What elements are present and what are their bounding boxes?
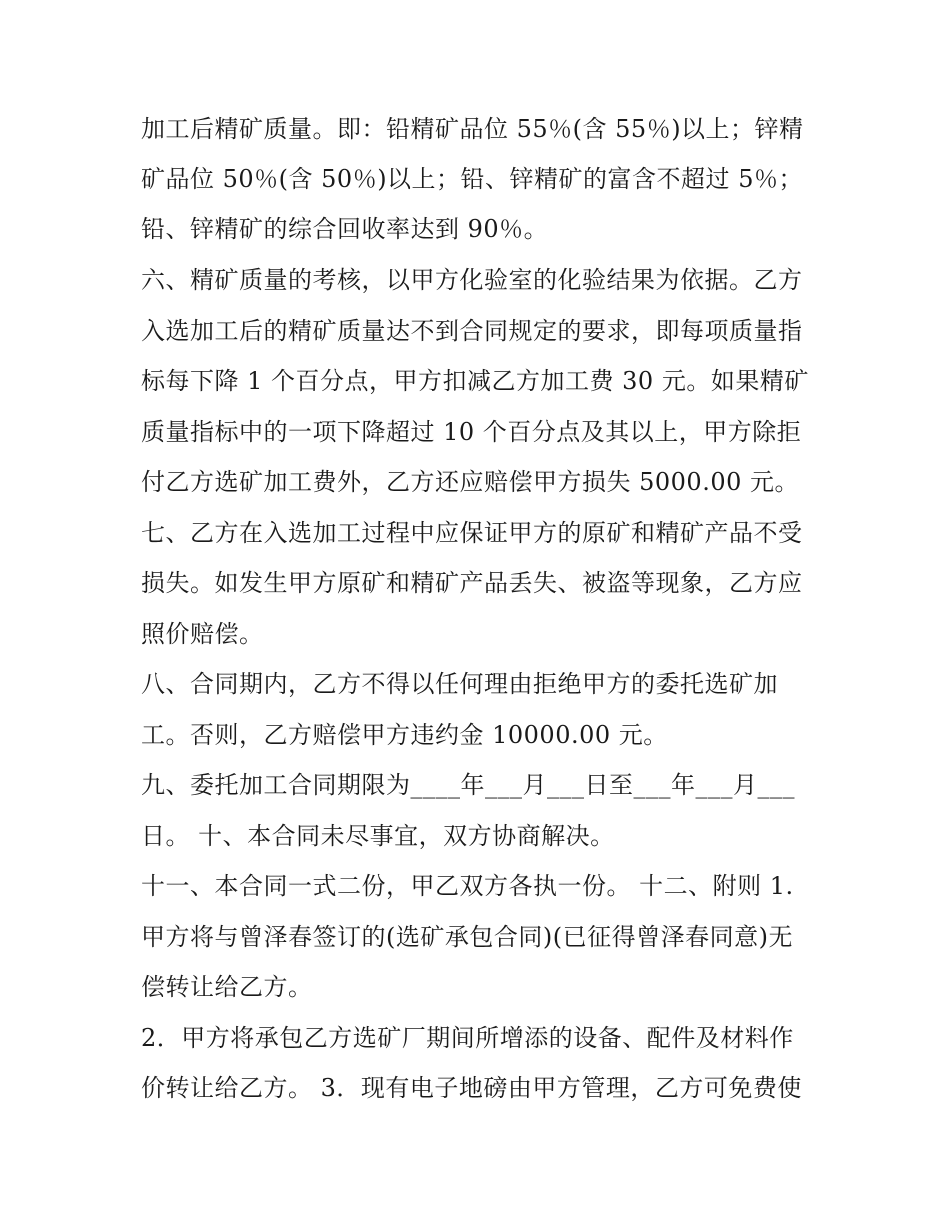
- text-line: 九、委托加工合同期限为____年___月___日至___年___月___: [141, 771, 795, 799]
- text-line: 甲方将与曾泽春签订的(选矿承包合同)(已征得曾泽春同意)无: [141, 923, 793, 951]
- text-line: 七、乙方在入选加工过程中应保证甲方的原矿和精矿产品不受: [141, 519, 803, 547]
- text-line: 2．甲方将承包乙方选矿厂期间所增添的设备、配件及材料作: [141, 1024, 794, 1052]
- text-line: 偿转让给乙方。: [141, 973, 313, 1001]
- text-line: 工。否则，乙方赔偿甲方违约金 10000.00 元。: [141, 721, 668, 749]
- text-line: 加工后精矿质量。即：铅精矿品位 55％(含 55％)以上；锌精: [141, 115, 804, 143]
- text-line: 价转让给乙方。 3．现有电子地磅由甲方管理，乙方可免费使: [141, 1074, 802, 1102]
- text-line: 六、精矿质量的考核，以甲方化验室的化验结果为依据。乙方: [141, 266, 803, 294]
- text-line: 付乙方选矿加工费外，乙方还应赔偿甲方损失 5000.00 元。: [141, 468, 800, 496]
- text-line: 铅、锌精矿的综合回收率达到 90％。: [141, 215, 549, 243]
- text-line: 照价赔偿。: [141, 620, 264, 648]
- text-line: 矿品位 50％(含 50％)以上；铅、锌精矿的富含不超过 5％；: [141, 165, 803, 193]
- text-line: 入选加工后的精矿质量达不到合同规定的要求，即每项质量指: [141, 317, 803, 345]
- text-line: 十一、本合同一式二份，甲乙双方各执一份。 十二、附则 1.: [141, 872, 794, 900]
- text-line: 八、合同期内，乙方不得以任何理由拒绝甲方的委托选矿加: [141, 670, 778, 698]
- text-line: 标每下降 1 个百分点，甲方扣减乙方加工费 30 元。如果精矿: [141, 367, 809, 395]
- text-line: 日。 十、本合同未尽事宜，双方协商解决。: [141, 822, 615, 850]
- text-line: 损失。如发生甲方原矿和精矿产品丢失、被盗等现象，乙方应: [141, 569, 803, 597]
- text-line: 质量指标中的一项下降超过 10 个百分点及其以上，甲方除拒: [141, 418, 802, 446]
